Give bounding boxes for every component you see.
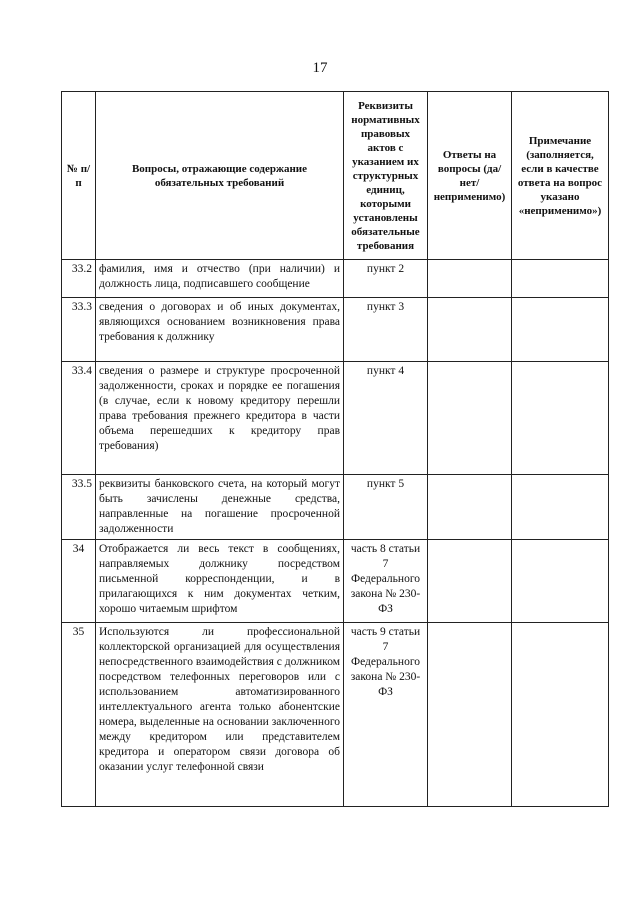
table-row [62, 362, 609, 475]
row-reference: пункт 3 [344, 298, 428, 362]
row-answer[interactable] [428, 540, 512, 623]
table-row [62, 298, 609, 362]
row-reference: пункт 4 [344, 362, 428, 475]
header-note: Примечание (заполняется, если в качестве ответа на вопрос указано «неприменимо») [512, 92, 609, 260]
requirements-table [61, 91, 609, 807]
row-number: 33.2 [62, 260, 96, 298]
row-reference: пункт 2 [344, 260, 428, 298]
table-row [62, 260, 609, 298]
row-number: 33.3 [62, 298, 96, 362]
row-answer[interactable] [428, 475, 512, 540]
header-requisites: Реквизиты нормативных правовых актов с указанием их структурных единиц, которыми установлены обязательные требования [344, 92, 428, 260]
table-row [62, 540, 609, 623]
row-reference: часть 9 статьи 7 Федерального закона № 230-ФЗ [344, 623, 428, 807]
row-answer[interactable] [428, 623, 512, 807]
row-note[interactable] [512, 298, 609, 362]
table-row [62, 475, 609, 540]
row-question: фамилия, имя и отчество (при наличии) и должность лица, подписавшего сообщение [96, 260, 344, 298]
row-answer[interactable] [428, 298, 512, 362]
row-note[interactable] [512, 475, 609, 540]
header-answers: Ответы на вопросы (да/нет/ неприменимо) [428, 92, 512, 260]
row-number: 34 [62, 540, 96, 623]
row-note[interactable] [512, 362, 609, 475]
header-questions: Вопросы, отражающие содержание обязательных требований [96, 92, 344, 260]
row-note[interactable] [512, 623, 609, 807]
row-number: 33.4 [62, 362, 96, 475]
row-question: Отображается ли весь текст в сообщениях, направляемых должнику посредством письменной корреспонденции, и в прилагающихся к ним документах четким, хорошо читаемым шрифтом [96, 540, 344, 623]
row-reference: пункт 5 [344, 475, 428, 540]
row-answer[interactable] [428, 362, 512, 475]
row-question: сведения о размере и структуре просроченной задолженности, сроках и порядке ее погашения (в случае, если к новому кредитору перешли права требования прежнего кредитора в части объема перешедших к кредитору прав требования) [96, 362, 344, 475]
row-note[interactable] [512, 260, 609, 298]
row-number: 35 [62, 623, 96, 807]
row-note[interactable] [512, 540, 609, 623]
row-answer[interactable] [428, 260, 512, 298]
row-question: реквизиты банковского счета, на который могут быть зачислены денежные средства, направленные на погашение просроченной задолженности [96, 475, 344, 540]
row-reference: часть 8 статьи 7 Федерального закона № 230-ФЗ [344, 540, 428, 623]
row-number: 33.5 [62, 475, 96, 540]
header-num: № п/п [62, 92, 96, 260]
page-number: 17 [312, 60, 328, 76]
table-header-row [62, 92, 609, 260]
row-question: сведения о договорах и об иных документах, являющихся основанием возникновения права требования к должнику [96, 298, 344, 362]
table-row [62, 623, 609, 807]
row-question: Используются ли профессиональной коллекторской организацией для осуществления непосредственного взаимодействия с должником посредством телефонных переговоров или с использованием автоматизированного интеллектуального агента только абонентские номера, выделенные на основании заключенного между кредитором или представителем кредитора и оператором связи договора об оказании услуг телефонной связи [96, 623, 344, 807]
